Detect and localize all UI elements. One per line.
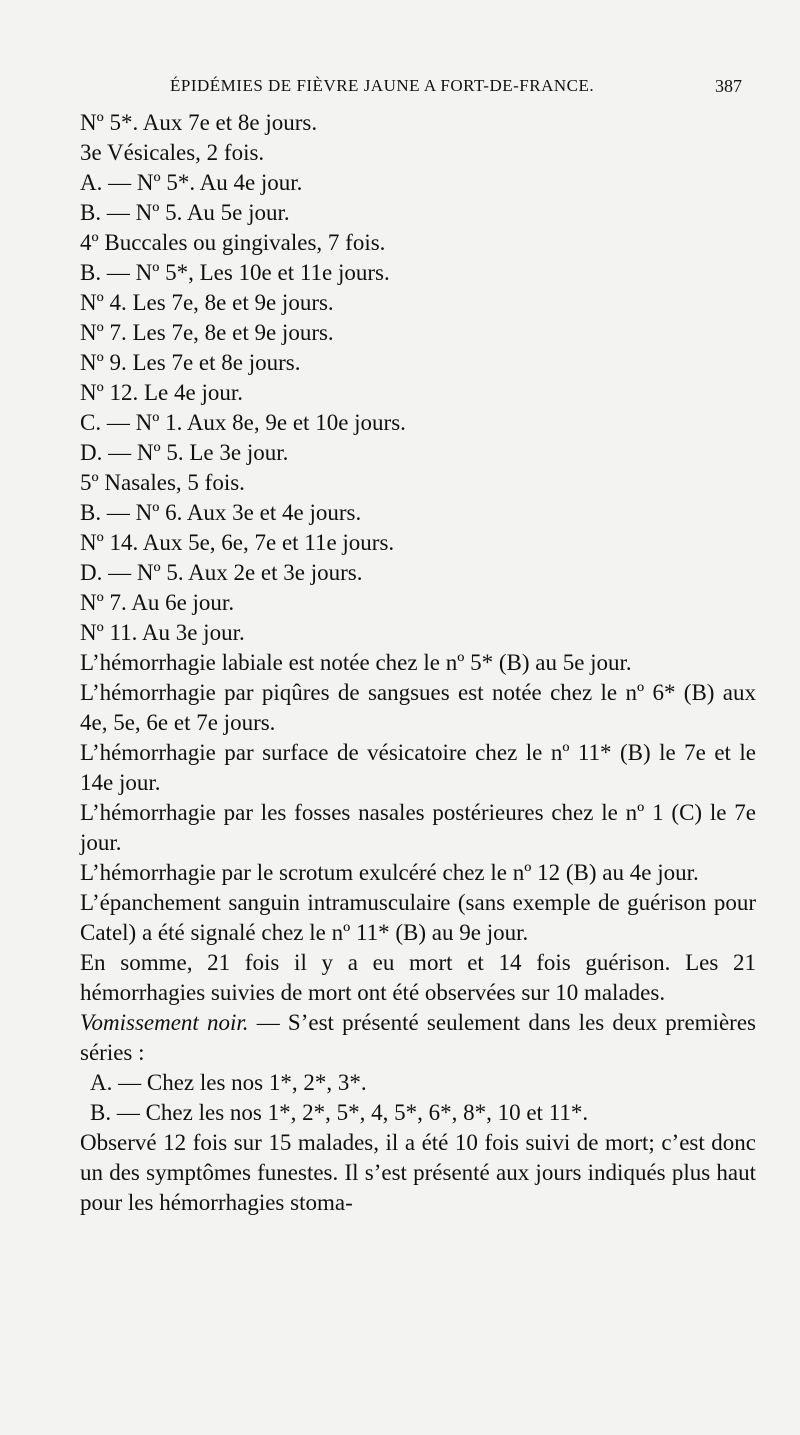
text-line: Nº 9. Les 7e et 8e jours. [80, 350, 301, 375]
paragraph: L’épanchement sanguin intramusculaire (sans exemple de guérison pour Catel) a été signalé chez le nº 11* (B) au 9e jour. [80, 890, 756, 945]
text-line: Nº 11. Au 3e jour. [80, 620, 245, 645]
text-line: Nº 7. Au 6e jour. [80, 590, 235, 615]
paragraph: En somme, 21 fois il y a eu mort et 14 fois guérison. Les 21 hémorrhagies suivies de mort ont été observées sur 10 malades. [80, 950, 756, 1005]
vomissement-paragraph [80, 1008, 756, 1068]
text-line: Nº 14. Aux 5e, 6e, 7e et 11e jours. [80, 530, 395, 555]
text-line: 3e Vésicales, 2 fois. [80, 140, 265, 165]
text-line: Nº 5*. Aux 7e et 8e jours. [80, 110, 318, 135]
text-line: Nº 4. Les 7e, 8e et 9e jours. [80, 290, 334, 315]
text-line: Nº 12. Le 4e jour. [80, 380, 243, 405]
running-header [0, 76, 800, 102]
text-line: 5º Nasales, 5 fois. [80, 470, 245, 495]
section-title-italic: Vomissement noir. [80, 1010, 249, 1035]
paragraph: L’hémorrhagie labiale est notée chez le nº 5* (B) au 5e jour. [80, 650, 632, 675]
series-line: B. — Chez les nos 1*, 2*, 5*, 4, 5*, 6*, 8*, 10 et 11*. [90, 1100, 589, 1125]
text-line: C. — Nº 1. Aux 8e, 9e et 10e jours. [80, 410, 406, 435]
text-line: 4º Buccales ou gingivales, 7 fois. [80, 230, 386, 255]
final-paragraph: Observé 12 fois sur 15 malades, il a été 10 fois suivi de mort; c’est donc un des symptômes funestes. Il s’est présenté aux jours indiqués plus haut pour les hémorrhagies stoma- [80, 1130, 756, 1215]
section-text: — S’est présenté seulement dans les deux premières séries : [80, 1010, 756, 1065]
text-line: A. — Nº 5*. Au 4e jour. [80, 170, 303, 195]
text-line: B. — Nº 5*, Les 10e et 11e jours. [80, 260, 390, 285]
page-number: 387 [715, 76, 742, 96]
header-title: ÉPIDÉMIES DE FIÈVRE JAUNE A FORT-DE-FRANCE. [170, 76, 595, 95]
paragraph: L’hémorrhagie par surface de vésicatoire chez le nº 11* (B) le 7e et le 14e jour. [80, 740, 756, 795]
text-line: B. — Nº 5. Au 5e jour. [80, 200, 290, 225]
page-body [80, 108, 756, 1218]
text-line: B. — Nº 6. Aux 3e et 4e jours. [80, 500, 362, 525]
paragraph: L’hémorrhagie par piqûres de sangsues est notée chez le nº 6* (B) aux 4e, 5e, 6e et 7e jours. [80, 680, 756, 735]
series-line: A. — Chez les nos 1*, 2*, 3*. [90, 1070, 367, 1095]
text-line: Nº 7. Les 7e, 8e et 9e jours. [80, 320, 334, 345]
paragraph: L’hémorrhagie par le scrotum exulcéré chez le nº 12 (B) au 4e jour. [80, 860, 699, 885]
text-line: D. — Nº 5. Le 3e jour. [80, 440, 289, 465]
paragraph: L’hémorrhagie par les fosses nasales postérieures chez le nº 1 (C) le 7e jour. [80, 800, 756, 855]
text-line: D. — Nº 5. Aux 2e et 3e jours. [80, 560, 363, 585]
